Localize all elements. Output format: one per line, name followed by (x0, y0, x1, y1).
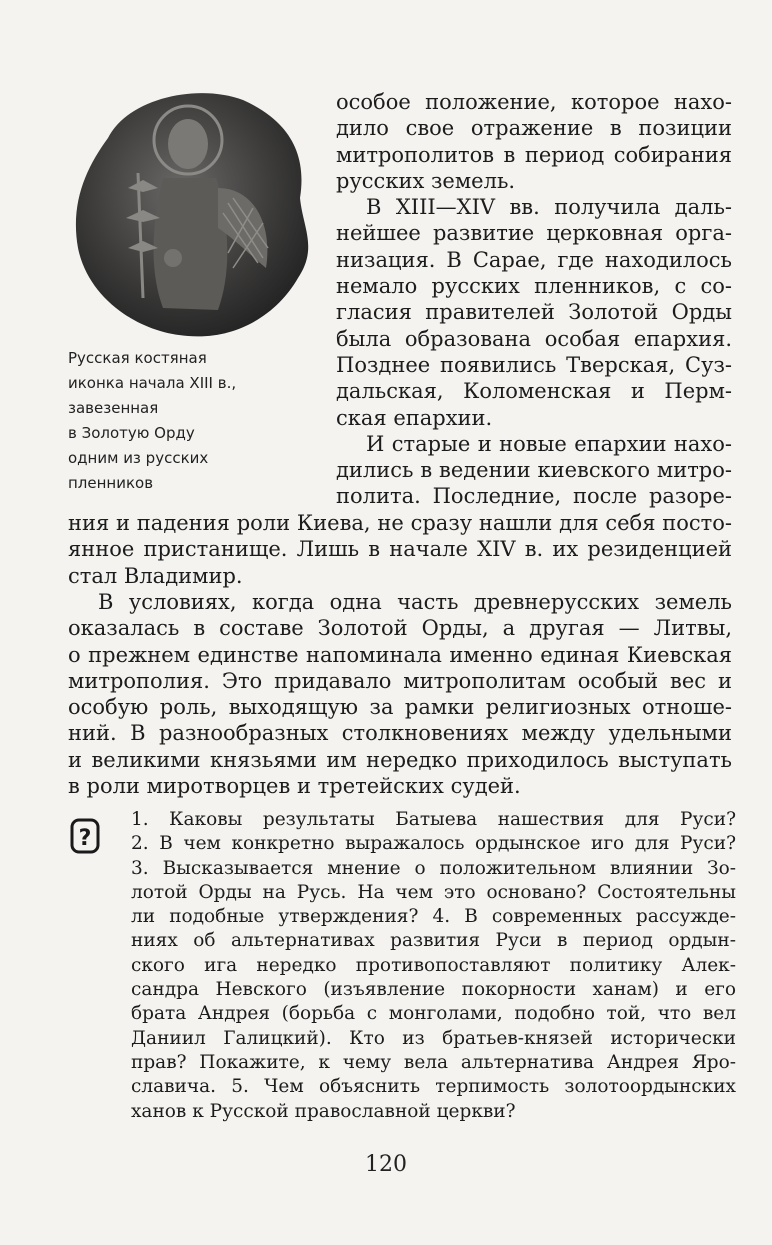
text-line: митрополитов в период собирания (336, 142, 732, 167)
column-text (336, 89, 732, 510)
text-line: немало русских пленников, с со- (336, 274, 732, 299)
page-number: 120 (365, 1152, 407, 1177)
text-line: дились в ведении киевского митро- (336, 458, 732, 483)
text-line: нейшее развитие церковная орга- (336, 221, 732, 246)
figure-caption (68, 346, 318, 496)
question-line: ниях об альтернативах развития Руси в период ордын- (131, 930, 736, 952)
question-line: брата Андрея (борьба с монголами, подобно той, что вел (131, 1003, 736, 1025)
text-line: была образована особая епархия. (336, 326, 732, 351)
caption-line: в Золотую Орду (68, 424, 195, 442)
text-line: В XIII—XIV вв. получила даль- (366, 195, 732, 220)
question-line: 2. В чем конкретно выражалось ордынское иго для Руси? (131, 833, 736, 855)
bone-icon-image (68, 78, 333, 346)
question-line: 3. Высказывается мнение о положительном влиянии Зо- (131, 857, 736, 879)
text-line: в роли миротворцев и третейских судей. (68, 774, 521, 799)
caption-line: иконка начала XIII в., (68, 374, 237, 392)
question-line: прав? Покажите, к чему вела альтернатива Андрея Яро- (131, 1051, 736, 1073)
text-line: особое положение, которое нахо- (336, 90, 732, 114)
question-line: 1. Каковы результаты Батыева нашествия для Руси? (131, 809, 736, 830)
question-line: сандра Невского (изъявление покорности ханам) и его (131, 979, 736, 1001)
paragraph (68, 589, 732, 799)
text-line: русских земель. (336, 168, 516, 193)
caption-line: завезенная (68, 399, 159, 417)
caption-line: пленников (68, 474, 154, 492)
text-line: оказалась в составе Золотой Орды, а другая — Литвы, (68, 616, 732, 641)
text-line: особую роль, выходящую за рамки религиозных отноше- (68, 695, 732, 720)
text-line: ний. В разнообразных столкновениях между удельными (68, 721, 732, 746)
question-mark-box-icon (70, 818, 100, 854)
text-line: и великими князьями им нередко приходилось выступать (68, 747, 732, 772)
caption-line: одним из русских (68, 449, 209, 467)
question-line: славича. 5. Чем объяснить терпимость золотоордынских (131, 1076, 736, 1098)
caption-line: Русская костяная (68, 349, 207, 367)
text-line: Позднее появились Тверская, Суз- (336, 352, 732, 377)
text-line: гласия правителей Золотой Орды (336, 300, 732, 325)
text-line: ская епархии. (336, 405, 493, 430)
question-line: ского ига нередко противопоставляют политику Алек- (131, 954, 736, 976)
text-line: И старые и новые епархии нахо- (366, 431, 732, 456)
text-line: ния и падения роли Киева, не сразу нашли для себя посто- (68, 511, 732, 535)
text-line: янное пристанище. Лишь в начале XIV в. их резиденцией (68, 537, 732, 562)
review-questions (131, 808, 736, 1124)
text-line: стал Владимир. (68, 563, 243, 588)
text-line: митрополия. Это придавало митрополитам особый вес и (68, 668, 732, 693)
text-line: о прежнем единстве напоминала именно единая Киевская (68, 642, 732, 667)
question-line: лотой Орды на Русь. На чем это основано? Состоятельны (131, 881, 736, 903)
svg-text:?: ? (78, 826, 92, 851)
text-line: дальская, Коломенская и Перм- (336, 379, 732, 404)
figure (68, 78, 333, 508)
question-line: ли подобные утверждения? 4. В современных рассужде- (131, 906, 736, 928)
text-line: полита. Последние, после разоре- (336, 484, 732, 509)
text-line: В условиях, когда одна часть древнерусских земель (98, 590, 732, 614)
full-width-text (68, 510, 732, 589)
question-line: Даниил Галицкий). Кто из братьев-князей исторически (131, 1027, 736, 1049)
question-line: ханов к Русской православной церкви? (131, 1100, 516, 1122)
text-line: дило свое отражение в позиции (336, 116, 732, 141)
text-line: низация. В Сарае, где находилось (336, 247, 732, 272)
